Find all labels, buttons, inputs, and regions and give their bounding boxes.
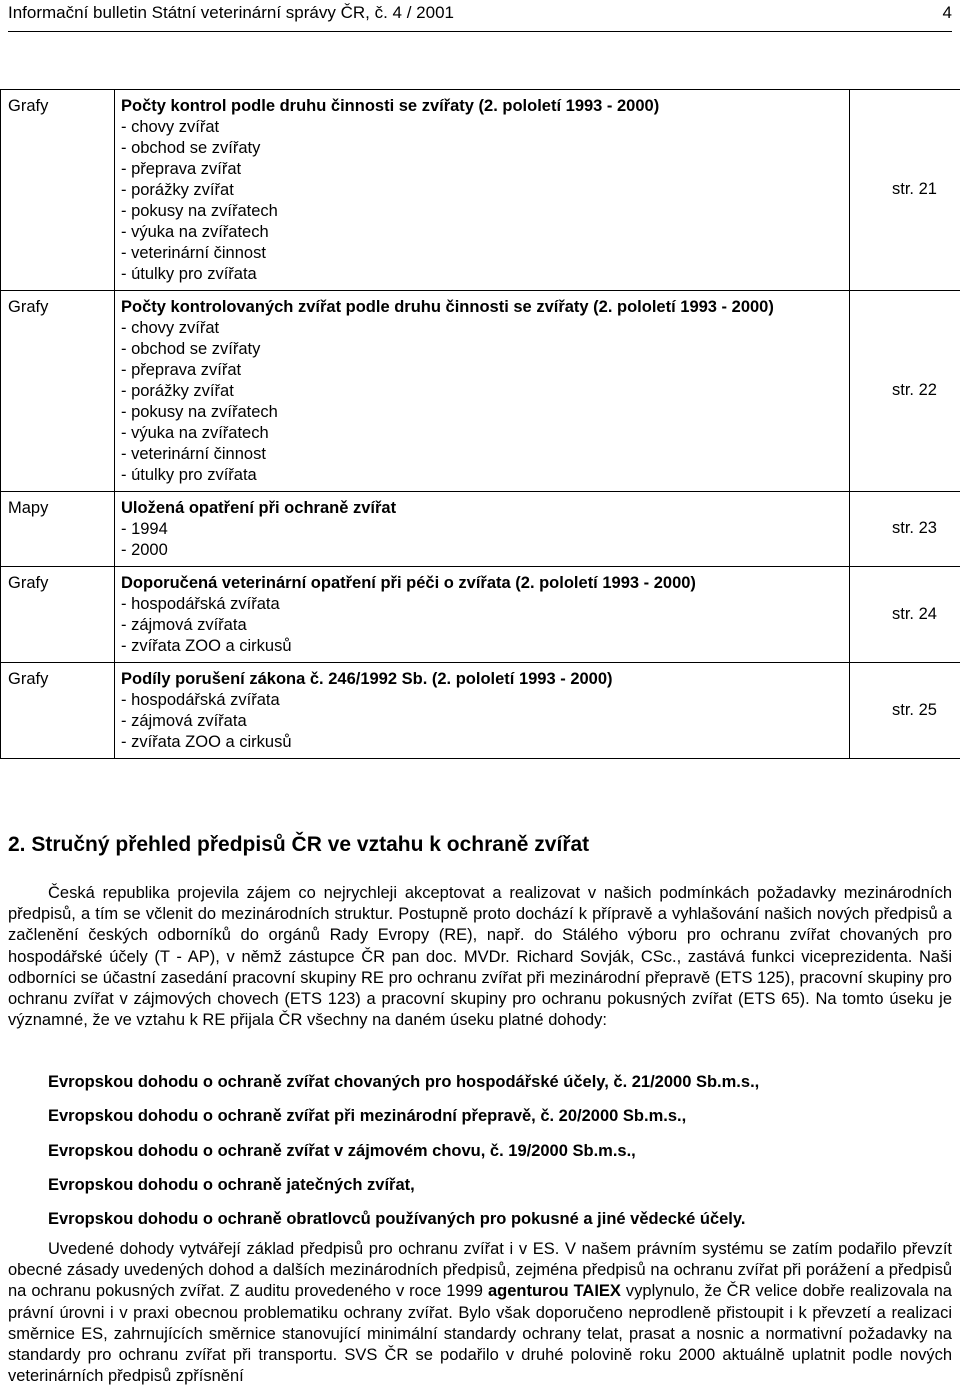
table-row [1,567,960,663]
row-type: Mapy [1,492,115,567]
contents-table [0,89,960,759]
list-item: - pokusy na zvířatech [121,403,278,421]
paragraph-intro: Česká republika projevila zájem co nejrychleji akceptovat a realizovat v našich podmínkách požadavky mezinárodních předpisů, a tím se včlenit do mezinárodních struktur. Postupně proto dochází k přípravě a vyhlašování našich nových předpisů a začlenění českých odborníků do orgánů Rady Evropy (RE), např. do Stálého výboru pro ochranu zvířat chovaných pro hospodářské účely (T - AP), v němž zástupce ČR pan doc. MVDr. Richard Sovják, CSc., zastává funkci viceprezidenta. Naši odborníci se účastní zasedání pracovní skupiny RE pro ochranu zvířat při mezinárodní přepravě (ETS 125), pracovní skupiny pro ochranu zvířat v zájmových chovech (ETS 123) a pracovní skupiny pro ochranu pokusných zvířat (ETS 65). Na tomto úseku je významné, že ve vztahu k RE přijala ČR všechny na daném úseku platné dohody: [8,884,952,1030]
row-page: str. 22 [850,291,960,492]
row-title: Doporučená veterinární opatření při péči o zvířata (2. pololetí 1993 - 2000) [121,574,696,592]
list-item: - přeprava zvířat [121,361,242,379]
list-item: - zvířata ZOO a cirkusů [121,733,292,751]
list-item: - útulky pro zvířata [121,265,257,283]
list-item: Evropskou dohodu o ochraně jatečných zvířat, [48,1175,415,1194]
section-heading: 2. Stručný přehled předpisů ČR ve vztahu k ochraně zvířat [8,833,590,856]
row-description [115,567,850,663]
row-description [115,492,850,567]
list-item: - útulky pro zvířata [121,466,257,484]
list-item: - porážky zvířat [121,382,234,400]
list-item: - chovy zvířat [121,118,220,136]
list-item: - veterinární činnost [121,244,266,262]
table-row [1,90,960,291]
row-page: str. 24 [850,567,960,663]
list-item: - zájmová zvířata [121,616,247,634]
list-item: - výuka na zvířatech [121,424,269,442]
row-page: str. 23 [850,492,960,567]
list-item: - pokusy na zvířatech [121,202,278,220]
row-title: Podíly porušení zákona č. 246/1992 Sb. (2. pololetí 1993 - 2000) [121,670,613,688]
list-item: Evropskou dohodu o ochraně zvířat v zájmovém chovu, č. 19/2000 Sb.m.s., [48,1141,636,1160]
row-title: Uložená opatření při ochraně zvířat [121,499,397,517]
list-item: - obchod se zvířaty [121,139,261,157]
row-type: Grafy [1,90,115,291]
row-type: Grafy [1,291,115,492]
list-item: Evropskou dohodu o ochraně zvířat při mezinárodní přepravě, č. 20/2000 Sb.m.s., [48,1107,687,1126]
table-row [1,291,960,492]
list-item: - veterinární činnost [121,445,266,463]
row-type: Grafy [1,567,115,663]
list-item: - obchod se zvířaty [121,340,261,358]
list-item: - výuka na zvířatech [121,223,269,241]
row-title: Počty kontrol podle druhu činnosti se zvířaty (2. pololetí 1993 - 2000) [121,97,660,115]
row-description [115,90,850,291]
row-description [115,663,850,759]
list-item: - 2000 [121,541,168,559]
list-item: - 1994 [121,520,168,538]
table-row [1,492,960,567]
row-description [115,291,850,492]
bulletin-title: Informační bulletin Státní veterinární správy ČR, č. 4 / 2001 [8,3,454,22]
list-item: - přeprava zvířat [121,160,242,178]
row-type: Grafy [1,663,115,759]
list-item: - hospodářská zvířata [121,595,280,613]
paragraph-text-end: vyplynulo, že ČR velice dobře realizovala na právní úrovni i v praxi obecnou problematiku ochrany zvířat. Bylo však doporučeno neprodleně přistoupit i k převzetí a realizaci směrnice ES, zahrnujících směrnice stanovující minimální standardy ochrany telat, prasat a nosnic a normativní požadavky na standardy pro ochranu zvířat při transportu. SVS ČR se podařilo v druhé polovině roku 2000 aktuálně uplatnit podle nových veterinárních předpisů zpřísnění [8,1282,952,1386]
row-page: str. 25 [850,663,960,759]
row-title: Počty kontrolovaných zvířat podle druhu činnosti se zvířaty (2. pololetí 1993 - 2000) [121,298,774,316]
list-item: Evropskou dohodu o ochraně zvířat chovaných pro hospodářské účely, č. 21/2000 Sb.m.s., [48,1073,760,1091]
list-item: - hospodářská zvířata [121,691,280,709]
paragraph-conclusion [8,1239,952,1387]
page-header [8,3,952,32]
row-page: str. 21 [850,90,960,291]
list-item: - zájmová zvířata [121,712,247,730]
list-item: - chovy zvířat [121,319,220,337]
list-item: - porážky zvířat [121,181,234,199]
list-item: Evropskou dohodu o ochraně obratlovců používaných pro pokusné a jiné vědecké účely. [48,1210,746,1229]
list-item: - zvířata ZOO a cirkusů [121,637,292,655]
table-row [1,663,960,759]
paragraph-text-start: Uvedené dohody vytvářejí základ předpisů pro ochranu zvířat i v ES. V našem právním systému se zatím podařilo převzít obecné zásady uvedených dohod a dalších mezinárodních předpisů, zejména předpisů na ochranu zvířat při porážení a předpisů na ochranu pokusných zvířat. Z auditu provedeného v roce 1999 [8,1240,952,1301]
paragraph-text-bold: agenturou TAIEX [487,1282,621,1301]
agreements-list [48,1072,948,1243]
page-number: 4 [942,3,952,22]
